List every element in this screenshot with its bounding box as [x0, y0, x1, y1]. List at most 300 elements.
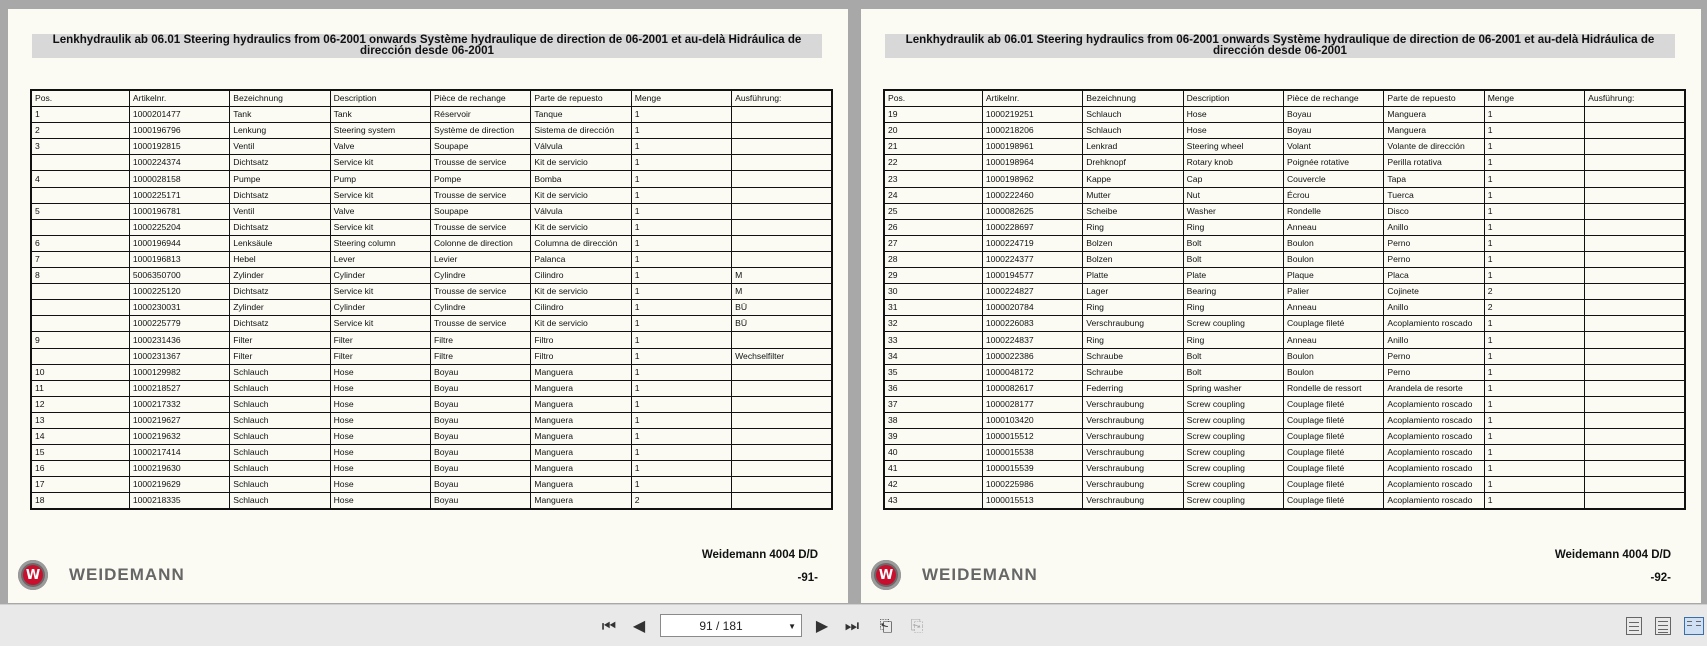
- page-number: -91-: [797, 572, 818, 584]
- table-cell: [732, 187, 832, 203]
- table-row: [884, 155, 1685, 171]
- table-cell: Nut: [1183, 187, 1283, 203]
- table-cell: 1: [631, 396, 731, 412]
- table-row: [884, 316, 1685, 332]
- table-row: [884, 235, 1685, 251]
- table-cell: Perno: [1384, 364, 1484, 380]
- table-cell: 1000192815: [129, 139, 229, 155]
- table-cell: Ventil: [230, 139, 330, 155]
- table-cell: Service kit: [330, 155, 430, 171]
- table-cell: [31, 155, 129, 171]
- table-row: [884, 123, 1685, 139]
- column-header: Artikelnr.: [982, 90, 1082, 107]
- table-row: [31, 493, 832, 510]
- table-cell: 27: [884, 235, 982, 251]
- table-cell: 1000198962: [982, 171, 1082, 187]
- table-cell: Acoplamiento roscado: [1384, 316, 1484, 332]
- table-cell: Perno: [1384, 251, 1484, 267]
- table-cell: Trousse de service: [430, 219, 530, 235]
- logo-emblem-icon: [871, 560, 901, 590]
- table-cell: Pompe: [430, 171, 530, 187]
- table-cell: 14: [31, 428, 129, 444]
- table-cell: 30: [884, 284, 982, 300]
- table-cell: [732, 203, 832, 219]
- table-cell: Manguera: [531, 396, 631, 412]
- table-cell: [1585, 219, 1685, 235]
- table-cell: Bolt: [1183, 251, 1283, 267]
- table-cell: Cilindro: [531, 300, 631, 316]
- table-cell: Cojinete: [1384, 284, 1484, 300]
- table-cell: Acoplamiento roscado: [1384, 445, 1484, 461]
- column-header: Pos.: [884, 90, 982, 107]
- table-cell: 17: [31, 477, 129, 493]
- table-cell: 1: [1484, 251, 1584, 267]
- table-row: [31, 123, 832, 139]
- table-row: [884, 348, 1685, 364]
- table-cell: BÜ: [732, 300, 832, 316]
- table-cell: Bolzen: [1083, 251, 1183, 267]
- table-cell: Couplage fileté: [1283, 396, 1383, 412]
- column-header: Menge: [1484, 90, 1584, 107]
- table-cell: Écrou: [1283, 187, 1383, 203]
- table-cell: 1: [631, 123, 731, 139]
- table-cell: [1585, 396, 1685, 412]
- table-row: [31, 268, 832, 284]
- table-cell: Dichtsatz: [230, 316, 330, 332]
- table-row: [884, 284, 1685, 300]
- previous-page-icon[interactable]: ◀: [632, 616, 646, 635]
- table-cell: Tank: [230, 107, 330, 123]
- table-cell: 31: [884, 300, 982, 316]
- table-row: [31, 107, 832, 123]
- table-cell: [31, 348, 129, 364]
- table-cell: Schlauch: [230, 493, 330, 510]
- page-title: Lenkhydraulik ab 06.01 Steering hydraulics from 06-2001 onwards Système hydraulique de direction de 06-2001 et au-delà Hidráulica de dirección desde 06-2001: [32, 34, 822, 58]
- table-cell: Trousse de service: [430, 316, 530, 332]
- table-cell: 1: [1484, 364, 1584, 380]
- table-cell: 1000196944: [129, 235, 229, 251]
- table-row: [31, 235, 832, 251]
- table-cell: 36: [884, 380, 982, 396]
- table-cell: 1: [1484, 445, 1584, 461]
- table-cell: 1: [631, 219, 731, 235]
- table-cell: BÜ: [732, 316, 832, 332]
- table-cell: Plate: [1183, 268, 1283, 284]
- table-cell: 1000224719: [982, 235, 1082, 251]
- table-cell: Anillo: [1384, 300, 1484, 316]
- table-cell: Schlauch: [230, 396, 330, 412]
- continuous-view-icon[interactable]: [1655, 617, 1671, 635]
- table-cell: [1585, 380, 1685, 396]
- table-cell: Colonne de direction: [430, 235, 530, 251]
- table-cell: Verschraubung: [1083, 445, 1183, 461]
- table-cell: 1: [1484, 187, 1584, 203]
- table-cell: Boulon: [1283, 364, 1383, 380]
- table-cell: 1000198961: [982, 139, 1082, 155]
- table-cell: Lever: [330, 251, 430, 267]
- table-cell: 1: [1484, 316, 1584, 332]
- table-row: [31, 284, 832, 300]
- table-cell: 1000020784: [982, 300, 1082, 316]
- table-cell: Drehknopf: [1083, 155, 1183, 171]
- table-cell: 1000217414: [129, 445, 229, 461]
- table-row: [31, 461, 832, 477]
- table-cell: Boulon: [1283, 348, 1383, 364]
- last-page-icon[interactable]: ⏭: [844, 616, 860, 635]
- table-cell: [1585, 155, 1685, 171]
- table-cell: 1000194577: [982, 268, 1082, 284]
- table-cell: 1: [1484, 477, 1584, 493]
- table-cell: [732, 332, 832, 348]
- table-cell: [31, 316, 129, 332]
- column-header: Description: [1183, 90, 1283, 107]
- column-header: Parte de repuesto: [531, 90, 631, 107]
- table-cell: Dichtsatz: [230, 219, 330, 235]
- single-page-view-icon[interactable]: [1626, 617, 1642, 635]
- table-cell: 42: [884, 477, 982, 493]
- table-row: [884, 493, 1685, 510]
- table-cell: Ring: [1183, 219, 1283, 235]
- first-page-icon[interactable]: ⏮: [601, 616, 617, 635]
- table-cell: Arandela de resorte: [1384, 380, 1484, 396]
- table-cell: Manguera: [1384, 123, 1484, 139]
- table-cell: 1: [1484, 171, 1584, 187]
- table-row: [884, 364, 1685, 380]
- table-cell: [31, 219, 129, 235]
- table-cell: 1: [1484, 107, 1584, 123]
- table-cell: 1000022386: [982, 348, 1082, 364]
- table-cell: Manguera: [531, 412, 631, 428]
- brand-name: WEIDEMANN: [69, 565, 185, 584]
- table-cell: 1: [631, 107, 731, 123]
- table-cell: Scheibe: [1083, 203, 1183, 219]
- table-cell: Filtro: [531, 348, 631, 364]
- table-cell: Hose: [330, 380, 430, 396]
- table-row: [31, 364, 832, 380]
- column-header: Bezeichnung: [230, 90, 330, 107]
- table-cell: Disco: [1384, 203, 1484, 219]
- table-cell: Service kit: [330, 219, 430, 235]
- table-cell: Ring: [1183, 332, 1283, 348]
- table-cell: Boulon: [1283, 251, 1383, 267]
- table-cell: Verschraubung: [1083, 461, 1183, 477]
- table-cell: [1585, 171, 1685, 187]
- table-cell: Trousse de service: [430, 284, 530, 300]
- table-header-row: [884, 90, 1685, 107]
- table-cell: 1: [631, 428, 731, 444]
- back-view-icon[interactable]: ⎗: [879, 616, 893, 635]
- table-row: [31, 477, 832, 493]
- table-cell: [732, 493, 832, 510]
- table-row: [884, 396, 1685, 412]
- table-cell: Palanca: [531, 251, 631, 267]
- table-cell: [732, 251, 832, 267]
- table-cell: 1: [1484, 123, 1584, 139]
- table-cell: 9: [31, 332, 129, 348]
- table-cell: Kit de servicio: [531, 284, 631, 300]
- table-cell: 1: [1484, 380, 1584, 396]
- table-cell: 12: [31, 396, 129, 412]
- table-cell: 15: [31, 445, 129, 461]
- document-page: [8, 9, 848, 603]
- table-cell: Valve: [330, 203, 430, 219]
- table-cell: 1000103420: [982, 412, 1082, 428]
- table-row: [31, 219, 832, 235]
- table-cell: Kit de servicio: [531, 219, 631, 235]
- table-cell: [732, 107, 832, 123]
- table-cell: 1000218206: [982, 123, 1082, 139]
- table-cell: Perilla rotativa: [1384, 155, 1484, 171]
- table-cell: 29: [884, 268, 982, 284]
- table-cell: 2: [1484, 300, 1584, 316]
- table-cell: 25: [884, 203, 982, 219]
- table-cell: Dichtsatz: [230, 155, 330, 171]
- table-cell: [1585, 477, 1685, 493]
- table-cell: Bolt: [1183, 348, 1283, 364]
- table-row: [884, 428, 1685, 444]
- table-cell: 1: [631, 300, 731, 316]
- table-cell: [1585, 251, 1685, 267]
- table-cell: 19: [884, 107, 982, 123]
- table-cell: 1000129982: [129, 364, 229, 380]
- table-cell: 2: [31, 123, 129, 139]
- table-cell: Verschraubung: [1083, 477, 1183, 493]
- table-cell: 1000218527: [129, 380, 229, 396]
- table-cell: [732, 235, 832, 251]
- table-cell: Acoplamiento roscado: [1384, 493, 1484, 510]
- table-cell: 1000228697: [982, 219, 1082, 235]
- table-cell: Schlauch: [1083, 123, 1183, 139]
- table-cell: [732, 428, 832, 444]
- table-row: [31, 428, 832, 444]
- model-name: Weidemann 4004 D/D: [701, 549, 818, 561]
- table-cell: Manguera: [531, 493, 631, 510]
- table-cell: Boyau: [430, 493, 530, 510]
- table-cell: Schraube: [1083, 364, 1183, 380]
- table-cell: [31, 284, 129, 300]
- table-cell: Acoplamiento roscado: [1384, 461, 1484, 477]
- table-cell: 1: [631, 445, 731, 461]
- table-cell: 1000015539: [982, 461, 1082, 477]
- table-cell: 18: [31, 493, 129, 510]
- table-cell: Kit de servicio: [531, 316, 631, 332]
- table-cell: Manguera: [531, 461, 631, 477]
- table-cell: Bomba: [531, 171, 631, 187]
- table-cell: 1: [1484, 139, 1584, 155]
- table-cell: [732, 139, 832, 155]
- table-cell: Réservoir: [430, 107, 530, 123]
- table-cell: 33: [884, 332, 982, 348]
- table-cell: 1: [1484, 461, 1584, 477]
- table-cell: 1: [631, 187, 731, 203]
- table-row: [884, 251, 1685, 267]
- table-cell: 16: [31, 461, 129, 477]
- page-number: -92-: [1650, 572, 1671, 584]
- table-cell: Couvercle: [1283, 171, 1383, 187]
- table-cell: Manguera: [531, 428, 631, 444]
- table-cell: 1: [631, 171, 731, 187]
- two-page-view-icon[interactable]: [1684, 617, 1704, 635]
- table-cell: Boyau: [430, 445, 530, 461]
- weidemann-logo: [871, 560, 1038, 590]
- table-cell: 1000231367: [129, 348, 229, 364]
- table-cell: [1585, 332, 1685, 348]
- table-cell: 1000028158: [129, 171, 229, 187]
- table-cell: Anillo: [1384, 219, 1484, 235]
- table-cell: Filtre: [430, 348, 530, 364]
- table-cell: 28: [884, 251, 982, 267]
- table-cell: Acoplamiento roscado: [1384, 412, 1484, 428]
- weidemann-logo: [18, 560, 185, 590]
- table-cell: [1585, 123, 1685, 139]
- table-cell: 1000219629: [129, 477, 229, 493]
- table-cell: Poignée rotative: [1283, 155, 1383, 171]
- table-cell: 13: [31, 412, 129, 428]
- table-cell: Boyau: [430, 396, 530, 412]
- table-cell: Ring: [1083, 332, 1183, 348]
- table-cell: Hose: [1183, 123, 1283, 139]
- table-cell: Volante de dirección: [1384, 139, 1484, 155]
- table-cell: 1: [1484, 219, 1584, 235]
- table-cell: 1000015538: [982, 445, 1082, 461]
- table-cell: Volant: [1283, 139, 1383, 155]
- table-cell: 2: [631, 493, 731, 510]
- table-cell: 1: [631, 348, 731, 364]
- table-cell: Dichtsatz: [230, 187, 330, 203]
- table-cell: 8: [31, 268, 129, 284]
- table-cell: Boyau: [430, 412, 530, 428]
- table-cell: Verschraubung: [1083, 396, 1183, 412]
- table-cell: Service kit: [330, 284, 430, 300]
- table-cell: Acoplamiento roscado: [1384, 396, 1484, 412]
- table-cell: [1585, 364, 1685, 380]
- table-cell: Schlauch: [230, 461, 330, 477]
- table-cell: Kit de servicio: [531, 187, 631, 203]
- table-row: [884, 107, 1685, 123]
- table-row: [31, 139, 832, 155]
- table-cell: 1: [631, 461, 731, 477]
- table-cell: 1000219630: [129, 461, 229, 477]
- table-cell: Cap: [1183, 171, 1283, 187]
- table-cell: 41: [884, 461, 982, 477]
- table-cell: 1000231436: [129, 332, 229, 348]
- table-cell: 1000201477: [129, 107, 229, 123]
- table-row: [31, 316, 832, 332]
- page-number-select[interactable]: [660, 614, 802, 637]
- table-cell: Ring: [1183, 300, 1283, 316]
- table-cell: Manguera: [531, 364, 631, 380]
- table-cell: Hebel: [230, 251, 330, 267]
- table-cell: 1000028177: [982, 396, 1082, 412]
- table-cell: 1: [631, 412, 731, 428]
- column-header: Description: [330, 90, 430, 107]
- column-header: Ausführung:: [732, 90, 832, 107]
- table-cell: 1: [1484, 235, 1584, 251]
- table-cell: Anneau: [1283, 219, 1383, 235]
- table-cell: [31, 300, 129, 316]
- table-cell: [1585, 316, 1685, 332]
- table-cell: Anneau: [1283, 332, 1383, 348]
- table-cell: 1000048172: [982, 364, 1082, 380]
- next-page-icon[interactable]: ▶: [815, 616, 829, 635]
- table-cell: 1000198964: [982, 155, 1082, 171]
- table-row: [31, 203, 832, 219]
- table-cell: Ring: [1083, 300, 1183, 316]
- table-cell: Cylinder: [330, 268, 430, 284]
- table-cell: [1585, 107, 1685, 123]
- parts-table: [883, 89, 1686, 510]
- column-header: Ausführung:: [1585, 90, 1685, 107]
- table-cell: Tank: [330, 107, 430, 123]
- table-cell: Service kit: [330, 316, 430, 332]
- table-cell: Filtro: [531, 332, 631, 348]
- table-cell: 1: [31, 107, 129, 123]
- table-cell: Screw coupling: [1183, 477, 1283, 493]
- table-row: [31, 348, 832, 364]
- table-row: [31, 251, 832, 267]
- table-cell: Ventil: [230, 203, 330, 219]
- table-cell: 1000224827: [982, 284, 1082, 300]
- table-cell: Manguera: [531, 380, 631, 396]
- table-cell: 26: [884, 219, 982, 235]
- page-title: Lenkhydraulik ab 06.01 Steering hydraulics from 06-2001 onwards Système hydraulique de direction de 06-2001 et au-delà Hidráulica de dirección desde 06-2001: [885, 34, 1675, 58]
- table-cell: 1000015513: [982, 493, 1082, 510]
- table-cell: 21: [884, 139, 982, 155]
- table-cell: 1: [1484, 332, 1584, 348]
- table-cell: [732, 461, 832, 477]
- table-cell: Schlauch: [230, 477, 330, 493]
- table-cell: Hose: [330, 412, 430, 428]
- table-cell: Bolzen: [1083, 235, 1183, 251]
- table-cell: Valve: [330, 139, 430, 155]
- forward-view-icon: ⎘: [910, 616, 924, 635]
- table-cell: Washer: [1183, 203, 1283, 219]
- table-row: [884, 139, 1685, 155]
- table-cell: 38: [884, 412, 982, 428]
- logo-letter: W: [876, 565, 896, 585]
- table-row: [31, 187, 832, 203]
- table-cell: Schlauch: [230, 445, 330, 461]
- page-indicator: 91 / 181: [699, 619, 743, 633]
- table-cell: 4: [31, 171, 129, 187]
- table-cell: [1585, 461, 1685, 477]
- table-cell: [732, 219, 832, 235]
- table-cell: 10: [31, 364, 129, 380]
- table-cell: Steering column: [330, 235, 430, 251]
- table-cell: Soupape: [430, 139, 530, 155]
- table-cell: M: [732, 284, 832, 300]
- table-cell: Hose: [1183, 107, 1283, 123]
- table-cell: Plaque: [1283, 268, 1383, 284]
- table-cell: 1: [631, 155, 731, 171]
- table-cell: Acoplamiento roscado: [1384, 428, 1484, 444]
- table-cell: 34: [884, 348, 982, 364]
- table-cell: Trousse de service: [430, 187, 530, 203]
- table-cell: Filter: [330, 332, 430, 348]
- table-cell: 1000225779: [129, 316, 229, 332]
- table-cell: Anneau: [1283, 300, 1383, 316]
- table-cell: 1: [631, 235, 731, 251]
- table-cell: 1: [631, 380, 731, 396]
- table-cell: [1585, 139, 1685, 155]
- document-page: [861, 9, 1701, 603]
- table-cell: Schlauch: [230, 364, 330, 380]
- table-cell: [1585, 493, 1685, 510]
- table-cell: Hose: [330, 461, 430, 477]
- table-cell: 1: [631, 268, 731, 284]
- table-cell: Wechselfilter: [732, 348, 832, 364]
- table-cell: Lenkrad: [1083, 139, 1183, 155]
